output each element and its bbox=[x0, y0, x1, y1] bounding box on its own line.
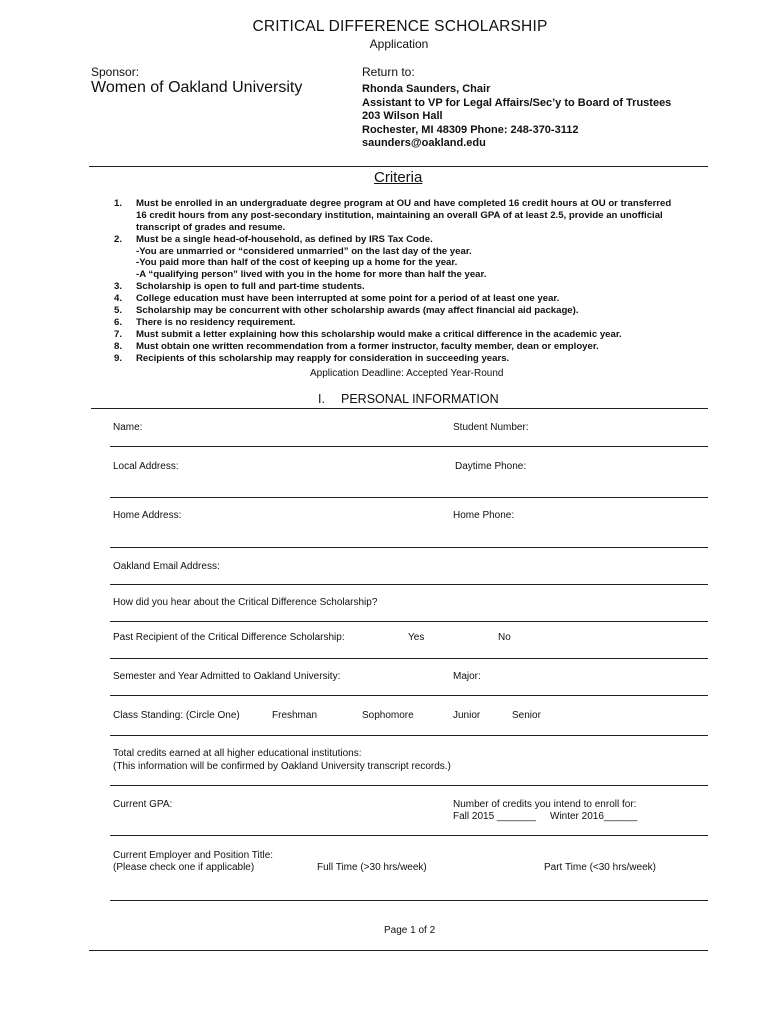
criteria-item bbox=[0, 234, 770, 246]
criteria-item bbox=[0, 293, 770, 305]
full-time-option[interactable]: Full Time (>30 hrs/week) bbox=[317, 862, 427, 873]
return-to-line: Assistant to VP for Legal Affairs/Sec’y to Board of Trustees bbox=[362, 97, 672, 109]
past-recipient-yes[interactable]: Yes bbox=[408, 632, 425, 643]
criteria-text: Scholarship may be concurrent with other scholarship awards (may affect financial aid package). bbox=[136, 305, 579, 317]
return-to-line: 203 Wilson Hall bbox=[362, 110, 443, 122]
criteria-text: -A “qualifying person” lived with you in the home for more than half the year. bbox=[136, 269, 487, 281]
semester-admitted-label: Semester and Year Admitted to Oakland University: bbox=[113, 671, 341, 682]
total-credits-label: Total credits earned at all higher educational institutions: bbox=[113, 748, 362, 759]
email-label: Oakland Email Address: bbox=[113, 561, 220, 572]
divider bbox=[89, 166, 708, 167]
criteria-item bbox=[0, 305, 770, 317]
criteria-text: Must obtain one written recommendation from a former instructor, faculty member, dean or employer. bbox=[136, 340, 599, 352]
field-line bbox=[110, 446, 708, 447]
criteria-text: College education must have been interrupted at some point for a period of at least one year. bbox=[136, 293, 560, 305]
field-line bbox=[110, 695, 708, 696]
criteria-item bbox=[0, 269, 770, 281]
document-title: CRITICAL DIFFERENCE SCHOLARSHIP bbox=[252, 18, 548, 35]
criteria-list bbox=[0, 198, 770, 364]
return-to-line: Rhonda Saunders, Chair bbox=[362, 83, 491, 95]
criteria-number: 4. bbox=[114, 293, 123, 305]
criteria-number: 1. bbox=[114, 198, 123, 209]
fall-credits-field[interactable]: Fall 2015 _______ bbox=[453, 811, 536, 822]
page-number: Page 1 of 2 bbox=[384, 925, 436, 936]
criteria-item bbox=[0, 257, 770, 269]
home-phone-label: Home Phone: bbox=[453, 510, 515, 521]
criteria-number: 9. bbox=[114, 352, 123, 364]
class-option-senior[interactable]: Senior bbox=[512, 710, 541, 721]
local-address-label: Local Address: bbox=[113, 461, 179, 472]
class-option-sophomore[interactable]: Sophomore bbox=[362, 710, 414, 721]
return-to-label: Return to: bbox=[362, 65, 415, 79]
divider bbox=[91, 408, 708, 409]
criteria-number: 2. bbox=[114, 233, 123, 245]
criteria-text: transcript of grades and resume. bbox=[136, 221, 286, 233]
criteria-text: -You are unmarried or “considered unmarried” on the last day of the year. bbox=[136, 245, 472, 257]
section-title: PERSONAL INFORMATION bbox=[341, 392, 499, 406]
criteria-text: There is no residency requirement. bbox=[136, 316, 296, 328]
criteria-number: 6. bbox=[114, 316, 123, 328]
current-gpa-label: Current GPA: bbox=[113, 799, 173, 810]
criteria-item bbox=[0, 246, 770, 258]
application-deadline: Application Deadline: Accepted Year-Round bbox=[310, 368, 504, 379]
winter-credits-field[interactable]: Winter 2016______ bbox=[550, 811, 638, 822]
criteria-item bbox=[0, 329, 770, 341]
criteria-title: Criteria bbox=[374, 169, 423, 186]
sponsor-name: Women of Oakland University bbox=[91, 79, 303, 96]
criteria-text: 16 credit hours from any post-secondary institution, maintaining an overall GPA of at least 2.5, provide an unofficial bbox=[136, 209, 663, 221]
criteria-item bbox=[0, 198, 770, 210]
field-line bbox=[110, 658, 708, 659]
criteria-item bbox=[0, 353, 770, 365]
class-standing-label: Class Standing: (Circle One) bbox=[113, 710, 240, 721]
major-label: Major: bbox=[453, 671, 481, 682]
document-subtitle: Application bbox=[369, 37, 429, 51]
criteria-item bbox=[0, 341, 770, 353]
sponsor-label: Sponsor: bbox=[91, 65, 140, 79]
criteria-text: Must be a single head-of-household, as defined by IRS Tax Code. bbox=[136, 233, 433, 245]
criteria-text: Scholarship is open to full and part-time students. bbox=[136, 281, 365, 293]
name-field-label: Name: bbox=[113, 422, 143, 433]
past-recipient-no[interactable]: No bbox=[498, 632, 511, 643]
criteria-text: -You paid more than half of the cost of keeping up a home for the year. bbox=[136, 257, 458, 269]
total-credits-note: (This information will be confirmed by Oakland University transcript records.) bbox=[113, 761, 451, 772]
student-number-label: Student Number: bbox=[453, 422, 529, 433]
part-time-option[interactable]: Part Time (<30 hrs/week) bbox=[544, 862, 656, 873]
criteria-number: 3. bbox=[114, 281, 123, 293]
criteria-number: 5. bbox=[114, 305, 123, 317]
employer-note: (Please check one if applicable) bbox=[113, 862, 255, 873]
past-recipient-label: Past Recipient of the Critical Difference Scholarship: bbox=[113, 632, 345, 643]
field-line bbox=[110, 835, 708, 836]
daytime-phone-label: Daytime Phone: bbox=[455, 461, 527, 472]
criteria-item bbox=[0, 222, 770, 234]
criteria-item bbox=[0, 317, 770, 329]
return-to-email: saunders@oakland.edu bbox=[362, 137, 486, 149]
field-line bbox=[110, 621, 708, 622]
credits-intend-label: Number of credits you intend to enroll for: bbox=[453, 799, 637, 810]
field-line bbox=[110, 497, 708, 498]
hear-about-label: How did you hear about the Critical Difference Scholarship? bbox=[113, 597, 378, 608]
class-option-freshman[interactable]: Freshman bbox=[272, 710, 318, 721]
criteria-text: Must submit a letter explaining how this scholarship would make a critical difference in the academic year. bbox=[136, 328, 622, 340]
field-line bbox=[110, 584, 708, 585]
field-line bbox=[110, 547, 708, 548]
criteria-item bbox=[0, 281, 770, 293]
field-line bbox=[110, 900, 708, 901]
divider bbox=[89, 950, 708, 951]
criteria-text: Recipients of this scholarship may reapply for consideration in succeeding years. bbox=[136, 352, 510, 364]
employer-label: Current Employer and Position Title: bbox=[113, 850, 274, 861]
return-to-line: Rochester, MI 48309 Phone: 248-370-3112 bbox=[362, 124, 579, 136]
home-address-label: Home Address: bbox=[113, 510, 182, 521]
field-line bbox=[110, 785, 708, 786]
field-line bbox=[110, 735, 708, 736]
criteria-number: 7. bbox=[114, 328, 123, 340]
class-option-junior[interactable]: Junior bbox=[453, 710, 481, 721]
section-number: I. bbox=[318, 392, 325, 406]
criteria-item bbox=[0, 210, 770, 222]
criteria-number: 8. bbox=[114, 340, 123, 352]
criteria-text: Must be enrolled in an undergraduate degree program at OU and have completed 16 credit hours at OU or transferred bbox=[136, 198, 672, 209]
